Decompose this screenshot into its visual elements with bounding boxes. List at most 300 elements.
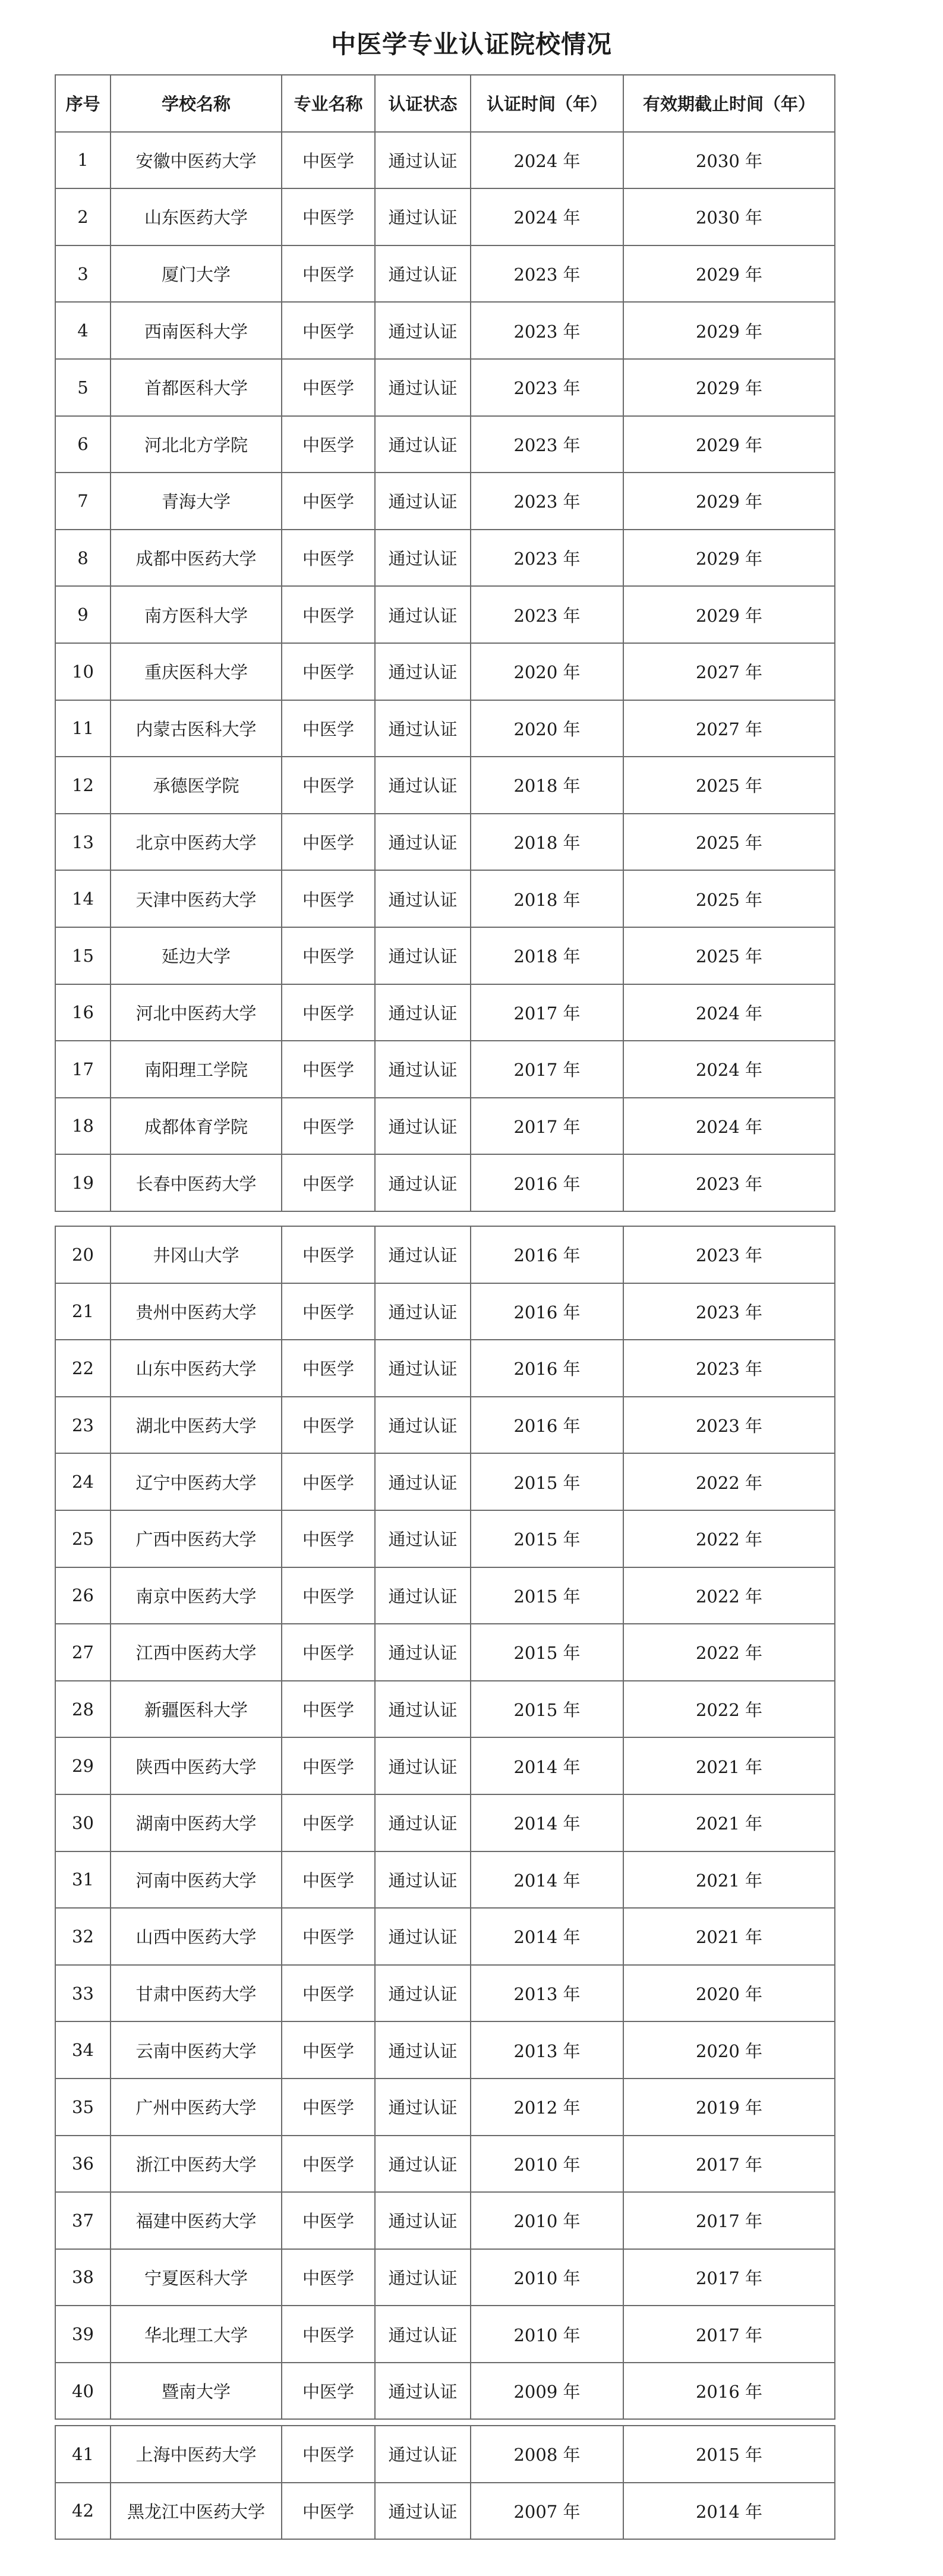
cell-school-name: 陕西中医药大学 [111,1737,282,1794]
table-row [55,1965,835,2022]
cell-expiry-year: 2029 年 [623,302,835,359]
cell-major-name: 中医学 [282,2136,375,2193]
cell-school-name: 延边大学 [111,927,282,984]
cell-major-name: 中医学 [282,1851,375,1909]
cell-expiry-year: 2030 年 [623,188,835,245]
header-status: 认证状态 [375,75,471,132]
cell-cert-year: 2007 年 [471,2483,623,2540]
table-row [55,586,835,643]
cell-cert-year: 2018 年 [471,814,623,871]
cell-expiry-year: 2017 年 [623,2192,835,2249]
table-row [55,1397,835,1454]
cell-status: 通过认证 [375,2306,471,2363]
header-school-name: 学校名称 [111,75,282,132]
cell-cert-year: 2018 年 [471,927,623,984]
cell-status: 通过认证 [375,643,471,700]
cell-expiry-year: 2023 年 [623,1340,835,1397]
cell-cert-year: 2018 年 [471,870,623,927]
cell-expiry-year: 2022 年 [623,1567,835,1624]
cell-status: 通过认证 [375,870,471,927]
header-major-name: 专业名称 [282,75,375,132]
table-row [55,1510,835,1567]
cell-expiry-year: 2023 年 [623,1283,835,1340]
cell-major-name: 中医学 [282,2079,375,2136]
cell-index: 21 [55,1283,111,1340]
cell-index: 9 [55,586,111,643]
cell-school-name: 湖北中医药大学 [111,1397,282,1454]
cell-school-name: 辽宁中医药大学 [111,1453,282,1510]
cell-cert-year: 2016 年 [471,1340,623,1397]
table-row [55,132,835,189]
cell-major-name: 中医学 [282,1098,375,1155]
cell-index: 8 [55,530,111,587]
cell-cert-year: 2020 年 [471,700,623,757]
table-row [55,2192,835,2249]
cell-school-name: 青海大学 [111,473,282,530]
cell-expiry-year: 2025 年 [623,757,835,814]
cell-status: 通过认证 [375,2363,471,2420]
cell-expiry-year: 2017 年 [623,2249,835,2306]
cell-major-name: 中医学 [282,2483,375,2540]
cell-cert-year: 2014 年 [471,1737,623,1794]
cell-status: 通过认证 [375,1965,471,2022]
cell-school-name: 贵州中医药大学 [111,1283,282,1340]
cell-major-name: 中医学 [282,1340,375,1397]
cell-school-name: 华北理工大学 [111,2306,282,2363]
cell-cert-year: 2014 年 [471,1794,623,1851]
cell-cert-year: 2024 年 [471,188,623,245]
cell-school-name: 甘肃中医药大学 [111,1965,282,2022]
cell-index: 25 [55,1510,111,1567]
cell-expiry-year: 2021 年 [623,1908,835,1965]
cell-cert-year: 2015 年 [471,1681,623,1738]
cell-status: 通过认证 [375,1283,471,1340]
cell-school-name: 江西中医药大学 [111,1624,282,1681]
table-row [55,757,835,814]
cell-major-name: 中医学 [282,870,375,927]
table-row [55,245,835,303]
cell-status: 通过认证 [375,1510,471,1567]
cell-cert-year: 2016 年 [471,1283,623,1340]
table-row [55,1567,835,1624]
cell-school-name: 湖南中医药大学 [111,1794,282,1851]
cell-school-name: 广州中医药大学 [111,2079,282,2136]
certification-table-part-2 [55,1226,835,2420]
cell-status: 通过认证 [375,2426,471,2483]
cell-index: 22 [55,1340,111,1397]
cell-cert-year: 2010 年 [471,2192,623,2249]
cell-major-name: 中医学 [282,1154,375,1211]
table-row [55,2426,835,2483]
cell-cert-year: 2023 年 [471,586,623,643]
table-row [55,1226,835,1283]
certification-table-part-1 [55,74,835,1212]
cell-major-name: 中医学 [282,416,375,473]
cell-school-name: 天津中医药大学 [111,870,282,927]
cell-major-name: 中医学 [282,132,375,189]
cell-index: 29 [55,1737,111,1794]
cell-status: 通过认证 [375,359,471,416]
cell-major-name: 中医学 [282,1908,375,1965]
cell-major-name: 中医学 [282,1624,375,1681]
cell-status: 通过认证 [375,1737,471,1794]
cell-expiry-year: 2023 年 [623,1154,835,1211]
cell-expiry-year: 2015 年 [623,2426,835,2483]
cell-index: 5 [55,359,111,416]
cell-expiry-year: 2027 年 [623,643,835,700]
cell-cert-year: 2010 年 [471,2249,623,2306]
cell-index: 35 [55,2079,111,2136]
cell-index: 17 [55,1041,111,1098]
cell-major-name: 中医学 [282,1283,375,1340]
table-row [55,416,835,473]
cell-school-name: 浙江中医药大学 [111,2136,282,2193]
cell-cert-year: 2017 年 [471,1041,623,1098]
cell-expiry-year: 2022 年 [623,1453,835,1510]
cell-major-name: 中医学 [282,2363,375,2420]
cell-status: 通过认证 [375,2192,471,2249]
cell-status: 通过认证 [375,473,471,530]
cell-major-name: 中医学 [282,530,375,587]
header-cert-year: 认证时间（年） [471,75,623,132]
cell-status: 通过认证 [375,530,471,587]
cell-status: 通过认证 [375,2249,471,2306]
cell-cert-year: 2013 年 [471,2021,623,2079]
cell-index: 16 [55,984,111,1041]
table-row [55,700,835,757]
cell-index: 4 [55,302,111,359]
cell-cert-year: 2010 年 [471,2136,623,2193]
cell-index: 37 [55,2192,111,2249]
table-row [55,1908,835,1965]
cell-major-name: 中医学 [282,814,375,871]
cell-index: 30 [55,1794,111,1851]
cell-major-name: 中医学 [282,1226,375,1283]
cell-school-name: 西南医科大学 [111,302,282,359]
cell-status: 通过认证 [375,302,471,359]
cell-major-name: 中医学 [282,1510,375,1567]
cell-expiry-year: 2025 年 [623,870,835,927]
table-row [55,1453,835,1510]
cell-index: 38 [55,2249,111,2306]
cell-expiry-year: 2029 年 [623,416,835,473]
table-row [55,2021,835,2079]
cell-school-name: 承德医学院 [111,757,282,814]
cell-expiry-year: 2017 年 [623,2136,835,2193]
cell-cert-year: 2013 年 [471,1965,623,2022]
cell-expiry-year: 2017 年 [623,2306,835,2363]
cell-school-name: 山东医药大学 [111,188,282,245]
cell-expiry-year: 2022 年 [623,1510,835,1567]
page-title: 中医学专业认证院校情况 [330,30,612,59]
cell-index: 40 [55,2363,111,2420]
table-row [55,473,835,530]
cell-index: 19 [55,1154,111,1211]
cell-school-name: 成都中医药大学 [111,530,282,587]
table-row [55,2306,835,2363]
cell-major-name: 中医学 [282,1453,375,1510]
cell-school-name: 山东中医药大学 [111,1340,282,1397]
cell-expiry-year: 2020 年 [623,1965,835,2022]
cell-major-name: 中医学 [282,586,375,643]
cell-index: 36 [55,2136,111,2193]
cell-school-name: 首都医科大学 [111,359,282,416]
cell-major-name: 中医学 [282,302,375,359]
cell-expiry-year: 2025 年 [623,927,835,984]
cell-cert-year: 2023 年 [471,302,623,359]
cell-cert-year: 2015 年 [471,1510,623,1567]
cell-index: 41 [55,2426,111,2483]
cell-index: 13 [55,814,111,871]
cell-index: 12 [55,757,111,814]
cell-school-name: 河北北方学院 [111,416,282,473]
cell-status: 通过认证 [375,1567,471,1624]
cell-status: 通过认证 [375,1154,471,1211]
cell-index: 28 [55,1681,111,1738]
cell-index: 1 [55,132,111,189]
cell-school-name: 重庆医科大学 [111,643,282,700]
table-row [55,814,835,871]
cell-expiry-year: 2029 年 [623,586,835,643]
table-row [55,188,835,245]
cell-school-name: 井冈山大学 [111,1226,282,1283]
cell-status: 通过认证 [375,245,471,303]
table-row [55,2136,835,2193]
cell-expiry-year: 2024 年 [623,984,835,1041]
cell-index: 10 [55,643,111,700]
cell-index: 24 [55,1453,111,1510]
table-row [55,2363,835,2420]
cell-major-name: 中医学 [282,643,375,700]
cell-expiry-year: 2023 年 [623,1226,835,1283]
cell-major-name: 中医学 [282,700,375,757]
cell-status: 通过认证 [375,757,471,814]
header-index: 序号 [55,75,111,132]
table-row [55,1624,835,1681]
cell-school-name: 安徽中医药大学 [111,132,282,189]
cell-major-name: 中医学 [282,1041,375,1098]
table-row [55,1283,835,1340]
cell-cert-year: 2014 年 [471,1851,623,1909]
cell-status: 通过认证 [375,586,471,643]
cell-expiry-year: 2029 年 [623,245,835,303]
cell-expiry-year: 2019 年 [623,2079,835,2136]
cell-status: 通过认证 [375,1226,471,1283]
cell-cert-year: 2017 年 [471,984,623,1041]
cell-cert-year: 2017 年 [471,1098,623,1155]
cell-status: 通过认证 [375,814,471,871]
cell-school-name: 内蒙古医科大学 [111,700,282,757]
certification-table-part-3 [55,2425,835,2540]
table-row [55,927,835,984]
cell-cert-year: 2023 年 [471,473,623,530]
cell-school-name: 新疆医科大学 [111,1681,282,1738]
cell-status: 通过认证 [375,1453,471,1510]
cell-index: 3 [55,245,111,303]
cell-major-name: 中医学 [282,2021,375,2079]
cell-cert-year: 2015 年 [471,1453,623,1510]
table-row [55,1737,835,1794]
cell-status: 通过认证 [375,2079,471,2136]
cell-index: 11 [55,700,111,757]
cell-cert-year: 2020 年 [471,643,623,700]
cell-cert-year: 2024 年 [471,132,623,189]
cell-school-name: 黑龙江中医药大学 [111,2483,282,2540]
cell-status: 通过认证 [375,2136,471,2193]
cell-expiry-year: 2024 年 [623,1041,835,1098]
cell-major-name: 中医学 [282,359,375,416]
cell-cert-year: 2015 年 [471,1567,623,1624]
table-row [55,1340,835,1397]
cell-cert-year: 2010 年 [471,2306,623,2363]
table-row [55,1681,835,1738]
cell-index: 15 [55,927,111,984]
cell-status: 通过认证 [375,1041,471,1098]
table-row [55,2249,835,2306]
cell-school-name: 上海中医药大学 [111,2426,282,2483]
cell-status: 通过认证 [375,188,471,245]
cell-cert-year: 2023 年 [471,359,623,416]
cell-cert-year: 2023 年 [471,245,623,303]
cell-index: 18 [55,1098,111,1155]
cell-school-name: 北京中医药大学 [111,814,282,871]
cell-status: 通过认证 [375,416,471,473]
cell-expiry-year: 2016 年 [623,2363,835,2420]
cell-expiry-year: 2022 年 [623,1624,835,1681]
table-row [55,1041,835,1098]
cell-expiry-year: 2030 年 [623,132,835,189]
cell-major-name: 中医学 [282,1965,375,2022]
cell-index: 26 [55,1567,111,1624]
cell-cert-year: 2014 年 [471,1908,623,1965]
cell-expiry-year: 2021 年 [623,1851,835,1909]
table-header-row [55,75,835,132]
cell-index: 32 [55,1908,111,1965]
cell-status: 通过认证 [375,1340,471,1397]
table-row [55,1794,835,1851]
cell-status: 通过认证 [375,1851,471,1909]
cell-school-name: 福建中医药大学 [111,2192,282,2249]
cell-major-name: 中医学 [282,927,375,984]
cell-cert-year: 2016 年 [471,1154,623,1211]
cell-cert-year: 2008 年 [471,2426,623,2483]
cell-status: 通过认证 [375,132,471,189]
cell-expiry-year: 2029 年 [623,530,835,587]
cell-major-name: 中医学 [282,757,375,814]
table-row [55,643,835,700]
cell-status: 通过认证 [375,2483,471,2540]
table-row [55,2483,835,2540]
cell-index: 33 [55,1965,111,2022]
table-row [55,302,835,359]
cell-major-name: 中医学 [282,1567,375,1624]
cell-cert-year: 2009 年 [471,2363,623,2420]
cell-expiry-year: 2029 年 [623,473,835,530]
cell-school-name: 云南中医药大学 [111,2021,282,2079]
cell-major-name: 中医学 [282,1737,375,1794]
cell-cert-year: 2016 年 [471,1226,623,1283]
cell-school-name: 南阳理工学院 [111,1041,282,1098]
cell-major-name: 中医学 [282,2426,375,2483]
cell-status: 通过认证 [375,984,471,1041]
table-row [55,2079,835,2136]
cell-cert-year: 2012 年 [471,2079,623,2136]
cell-major-name: 中医学 [282,984,375,1041]
cell-school-name: 长春中医药大学 [111,1154,282,1211]
table-row [55,1098,835,1155]
cell-major-name: 中医学 [282,2192,375,2249]
cell-school-name: 广西中医药大学 [111,1510,282,1567]
cell-major-name: 中医学 [282,188,375,245]
cell-expiry-year: 2014 年 [623,2483,835,2540]
table-row [55,530,835,587]
cell-index: 27 [55,1624,111,1681]
cell-status: 通过认证 [375,1794,471,1851]
cell-school-name: 南方医科大学 [111,586,282,643]
cell-status: 通过认证 [375,927,471,984]
table-row [55,1851,835,1909]
cell-school-name: 山西中医药大学 [111,1908,282,1965]
cell-status: 通过认证 [375,700,471,757]
header-expiry-year: 有效期截止时间（年） [623,75,835,132]
cell-status: 通过认证 [375,1908,471,1965]
table-row [55,984,835,1041]
cell-major-name: 中医学 [282,2306,375,2363]
cell-school-name: 宁夏医科大学 [111,2249,282,2306]
cell-index: 34 [55,2021,111,2079]
cell-major-name: 中医学 [282,473,375,530]
cell-index: 20 [55,1226,111,1283]
cell-index: 14 [55,870,111,927]
cell-expiry-year: 2023 年 [623,1397,835,1454]
table-row [55,870,835,927]
cell-major-name: 中医学 [282,1794,375,1851]
cell-index: 6 [55,416,111,473]
cell-expiry-year: 2024 年 [623,1098,835,1155]
cell-expiry-year: 2029 年 [623,359,835,416]
cell-expiry-year: 2025 年 [623,814,835,871]
cell-status: 通过认证 [375,2021,471,2079]
cell-expiry-year: 2021 年 [623,1794,835,1851]
cell-status: 通过认证 [375,1098,471,1155]
cell-major-name: 中医学 [282,2249,375,2306]
cell-school-name: 河南中医药大学 [111,1851,282,1909]
cell-expiry-year: 2027 年 [623,700,835,757]
table-row [55,1154,835,1211]
cell-status: 通过认证 [375,1681,471,1738]
cell-cert-year: 2023 年 [471,530,623,587]
cell-school-name: 暨南大学 [111,2363,282,2420]
cell-major-name: 中医学 [282,1397,375,1454]
cell-expiry-year: 2021 年 [623,1737,835,1794]
cell-cert-year: 2023 年 [471,416,623,473]
cell-expiry-year: 2020 年 [623,2021,835,2079]
cell-school-name: 河北中医药大学 [111,984,282,1041]
cell-cert-year: 2018 年 [471,757,623,814]
cell-school-name: 南京中医药大学 [111,1567,282,1624]
cell-status: 通过认证 [375,1624,471,1681]
cell-cert-year: 2016 年 [471,1397,623,1454]
cell-index: 7 [55,473,111,530]
cell-index: 2 [55,188,111,245]
cell-index: 42 [55,2483,111,2540]
cell-cert-year: 2015 年 [471,1624,623,1681]
cell-major-name: 中医学 [282,245,375,303]
cell-school-name: 厦门大学 [111,245,282,303]
table-row [55,359,835,416]
cell-index: 23 [55,1397,111,1454]
cell-index: 31 [55,1851,111,1909]
